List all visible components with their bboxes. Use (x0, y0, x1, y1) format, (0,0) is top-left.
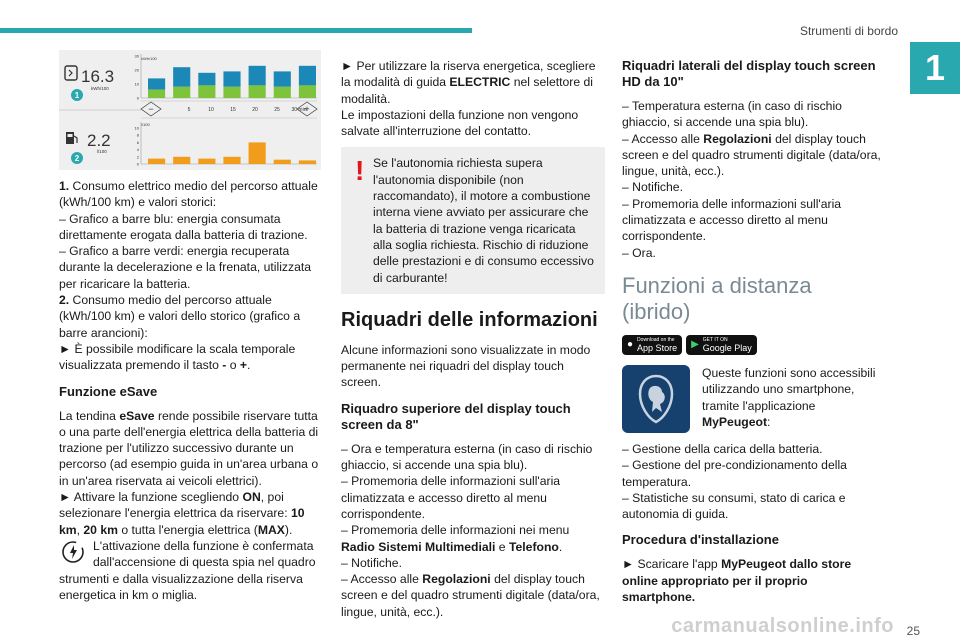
mypeugeot-app-icon (622, 365, 690, 433)
bottom-ytick: 0 (136, 161, 139, 167)
app-description-text: Queste funzioni sono accessibili utilizzando uno smartphone, tramite l'applicazione MyPeugeot: (702, 365, 876, 429)
consumed-bar (148, 78, 165, 89)
install-step: ► Scaricare l'app MyPeugeot dallo store online appropriato per il proprio smartphone. (622, 557, 852, 605)
time-tick: 30 min (291, 107, 307, 113)
recovered-bar (299, 85, 316, 98)
esave-confirmation-text: L'attivazione della funzione è confermata dall'accensione di questa spia nel quadro strumenti e dalla visualizzazione della riserva energetica in km o miglia. (59, 538, 316, 602)
bottom-ytick: 10 (134, 125, 139, 131)
fuel-bar (299, 160, 316, 164)
header-accent-bar (0, 28, 472, 33)
section-header-title: Strumenti di bordo (799, 24, 898, 38)
top-chart-unit-label: kWh/100 (141, 56, 157, 61)
bottom-ytick: 8 (136, 132, 139, 138)
consumed-bar (198, 73, 215, 86)
app-store-badge[interactable]: ● Download on the App Store (622, 335, 682, 355)
time-tick: 20 (252, 107, 258, 113)
recovered-bar (173, 87, 190, 98)
info-panels-title: Riquadri delle informazioni (341, 308, 598, 331)
time-tick: 15 (230, 107, 236, 113)
top-panel-heading: Riquadro superiore del display touch screen da 8" (341, 400, 571, 432)
energy-value: 16.3 (81, 67, 115, 86)
info-panels-intro: Alcune informazioni sono visualizzate in modo permanente nei riquadri del display touch screen. (341, 342, 591, 390)
time-tick: 10 (208, 107, 214, 113)
svg-text:−: − (148, 104, 154, 114)
time-tick: 5 (187, 107, 191, 113)
column-1 (59, 50, 321, 611)
esave-paragraph: La tendina eSave rende possibile riservare tutta o una parte dell'energia elettrica della batteria di trazione per l'utilizzo successivo durante un percorso (ad esempio guida in un'area urbana o in un'area riservata ai veicoli elettrici). ► Attivare la funzione scegliendo ON, poi selezionare l'energia elettrica da riservare: 10 km, 20 km o tutta l'energia elettrica (MAX). L'attivazione della funzione è confermata dall'accensione di questa spia nel quadro strumenti e dalla visualizzazione della riserva energetica in km o miglia. (59, 408, 319, 602)
item-1-blue-bars: – Grafico a barre blu: energia consumata direttamente erogata dalla batteria di trazione. (59, 211, 308, 242)
fuel-bar (274, 160, 291, 164)
install-heading: Procedura d'installazione (622, 532, 779, 548)
consumed-bar (223, 71, 240, 86)
remote-functions-list: – Gestione della carica della batteria. – Gestione del pre-condizionamento della temperatura. – Statistiche su consumi, stato di carica e autonomia di guida. (622, 441, 847, 522)
bottom-chart-unit-label: l/100 (141, 122, 150, 127)
item-1-green-bars: – Grafico a barre verdi: energia recuperata durante la decelerazione e la frenata, utilizzata per ricaricare la batteria. (59, 244, 312, 291)
top-ytick: 30 (134, 53, 139, 59)
consumption-display-figure (59, 50, 321, 170)
bottom-ytick: 4 (136, 147, 139, 153)
bottom-ytick: 6 (136, 139, 139, 145)
side-panels-heading: Riquadri laterali del display touch screen HD da 10" (622, 58, 876, 89)
recovered-bar (249, 85, 266, 98)
recovered-bar (148, 90, 165, 98)
consumed-bar (274, 71, 291, 86)
peugeot-lion-icon (632, 372, 680, 426)
electric-mode-paragraph: ► Per utilizzare la riserva energetica, scegliere la modalità di guida ELECTRIC nel selettore di modalità. Le impostazioni della funzione non vengono salvate all'interruzione del contatto. (341, 59, 596, 139)
chapter-badge: 1 (910, 42, 960, 94)
column-2 (341, 50, 605, 628)
recovered-bar (198, 85, 215, 98)
bottom-ytick: 2 (136, 154, 139, 160)
app-description (622, 365, 884, 433)
page-number: 25 (906, 624, 920, 638)
energy-unit: kWh/100 (91, 86, 109, 91)
fuel-value: 2.2 (87, 131, 111, 150)
watermark: carmanualsonline.info (671, 615, 894, 637)
callout-2-label: 2 (74, 154, 80, 163)
store-badges (622, 335, 884, 355)
top-panel-list: – Ora e temperatura esterna (in caso di rischio ghiaccio, si accende una spia blu). – Promemoria delle informazioni sull'aria climatizzata e accesso diretto al menu corrispondente. – Promemoria delle informazioni nei menu Radio Sistemi Multimediali e Telefono. – Notifiche. – Accesso alle Regolazioni del display touch screen e del quadro strumenti digitale (data/ora, lingue, unità, ecc.). (341, 441, 600, 619)
consumed-bar (173, 67, 190, 87)
top-ytick: 0 (136, 95, 139, 101)
time-tick: 25 (274, 107, 280, 113)
warning-text: Se l'autonomia richiesta supera l'autonomia disponibile (non raccomandato), il motore a combustione interna viene avviato per assicurare che la batteria di trazione venga ricaricata alla soglia richiesta. Rischio di riduzione delle prestazioni e di consumo eccessivo di carburante! (373, 156, 594, 285)
top-ytick: 10 (134, 81, 139, 87)
fuel-unit: l/100 (97, 149, 107, 154)
column-3 (622, 50, 884, 613)
recovered-bar (274, 87, 291, 98)
side-panels-list: – Temperatura esterna (in caso di rischio ghiaccio, si accende una spia blu). – Accesso alle Regolazioni del display touch screen e del quadro strumenti digitale (data/ora, lingue, unità, ecc.). – Notifiche. – Promemoria delle informazioni sull'aria climatizzata e accesso diretto al menu corrispondente. – Ora. (622, 99, 881, 260)
apple-icon: ● (627, 338, 634, 350)
consumption-chart (59, 50, 321, 170)
esave-warning-light-icon (61, 540, 87, 564)
svg-text:+: + (304, 104, 310, 114)
warning-box (341, 147, 605, 293)
google-play-badge[interactable]: ▶ GET IT ON Google Play (686, 335, 757, 355)
warning-icon: ! (355, 155, 365, 187)
top-ytick: 20 (134, 67, 139, 73)
consumed-bar (249, 66, 266, 86)
esave-heading: Funzione eSave (59, 383, 158, 399)
remote-functions-title: Funzioni a distanza (ibrido) (622, 272, 812, 324)
recovered-bar (223, 87, 240, 98)
fuel-bar (173, 157, 190, 164)
consumed-bar (299, 66, 316, 86)
fuel-bar (148, 159, 165, 164)
item-1-paragraph: 1. Consumo elettrico medio del percorso attuale (kWh/100 km) e valori storici: – Grafico a barre blu: energia consumata direttamente erogata dalla batteria di trazione. – Grafico a barre verdi: energia recuperata durante la decelerazione e la frenata, utilizzata per ricaricare la batteria. 2. Consumo medio del percorso attuale (kWh/100 km) e valori dello storico (grafico a barre arancioni): ► È possibile modificare la scala temporale visualizzata premendo il tasto - o +. (59, 179, 318, 373)
fuel-bar (223, 157, 240, 164)
fuel-bar (249, 142, 266, 164)
callout-1-label: 1 (74, 91, 80, 100)
play-icon: ▶ (691, 338, 699, 350)
fuel-bar (198, 159, 215, 164)
